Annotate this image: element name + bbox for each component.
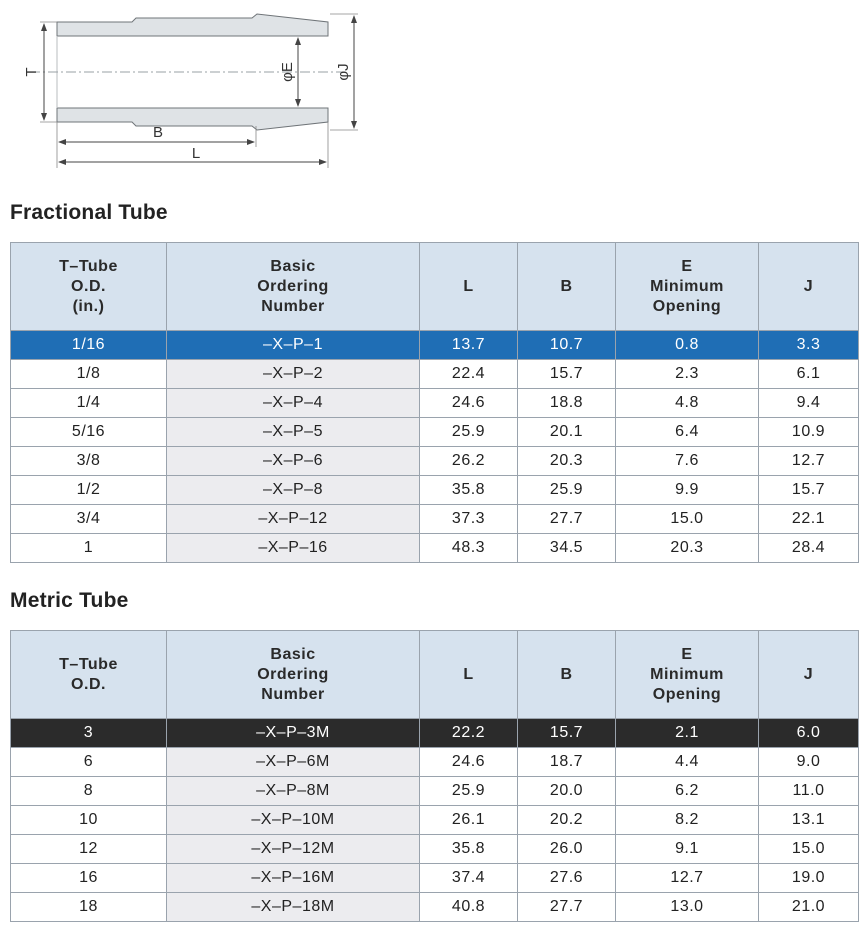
cell-j: 19.0 — [759, 864, 859, 893]
cell-j: 13.1 — [759, 806, 859, 835]
cell-e-min-opening: 15.0 — [616, 505, 759, 534]
cell-l: 37.3 — [420, 505, 518, 534]
header-line: B — [560, 665, 573, 683]
cell-b: 27.7 — [518, 505, 616, 534]
dim-label-j: φJ — [335, 63, 352, 81]
cell-j: 22.1 — [759, 505, 859, 534]
cell-b: 27.6 — [518, 864, 616, 893]
header-line: E — [681, 645, 693, 663]
cell-tube-od: 10 — [11, 806, 167, 835]
cell-e-min-opening: 2.1 — [616, 719, 759, 748]
table-row[interactable] — [11, 835, 859, 864]
cell-tube-od: 3 — [11, 719, 167, 748]
cell-b: 27.7 — [518, 893, 616, 922]
cell-e-min-opening: 4.8 — [616, 389, 759, 418]
cell-e-min-opening: 7.6 — [616, 447, 759, 476]
cell-ordering-number: –X–P–2 — [167, 360, 420, 389]
header-b — [518, 631, 616, 719]
cell-ordering-number: –X–P–10M — [167, 806, 420, 835]
cell-b: 25.9 — [518, 476, 616, 505]
header-line: Ordering — [257, 277, 329, 295]
header-line: Number — [261, 297, 325, 315]
cell-ordering-number: –X–P–16 — [167, 534, 420, 563]
table-row[interactable] — [11, 534, 859, 563]
header-tube-od — [11, 243, 167, 331]
cell-tube-od: 8 — [11, 777, 167, 806]
cell-e-min-opening: 20.3 — [616, 534, 759, 563]
cell-e-min-opening: 9.9 — [616, 476, 759, 505]
header-line: Basic — [270, 645, 316, 663]
cell-ordering-number: –X–P–12 — [167, 505, 420, 534]
cell-b: 20.1 — [518, 418, 616, 447]
table-row[interactable] — [11, 447, 859, 476]
header-line: O.D. — [71, 675, 106, 693]
cell-l: 40.8 — [420, 893, 518, 922]
cell-l: 35.8 — [420, 835, 518, 864]
cell-l: 25.9 — [420, 418, 518, 447]
cell-ordering-number: –X–P–8M — [167, 777, 420, 806]
cell-b: 20.2 — [518, 806, 616, 835]
header-j — [759, 631, 859, 719]
cell-l: 25.9 — [420, 777, 518, 806]
cell-l: 22.4 — [420, 360, 518, 389]
cell-tube-od: 1/4 — [11, 389, 167, 418]
cell-tube-od: 16 — [11, 864, 167, 893]
cell-b: 20.3 — [518, 447, 616, 476]
header-line: E — [681, 257, 693, 275]
cell-j: 10.9 — [759, 418, 859, 447]
header-line: (in.) — [72, 297, 105, 315]
cell-l: 35.8 — [420, 476, 518, 505]
fractional-tube-title: Fractional Tube — [10, 201, 168, 224]
cell-e-min-opening: 13.0 — [616, 893, 759, 922]
tube-top-wall — [57, 14, 328, 36]
cell-b: 18.8 — [518, 389, 616, 418]
cell-l: 26.2 — [420, 447, 518, 476]
cell-j: 6.0 — [759, 719, 859, 748]
cell-j: 15.7 — [759, 476, 859, 505]
table-row[interactable] — [11, 806, 859, 835]
cell-l: 26.1 — [420, 806, 518, 835]
cell-l: 22.2 — [420, 719, 518, 748]
table-row[interactable] — [11, 748, 859, 777]
header-line: J — [803, 277, 814, 295]
cell-tube-od: 1/2 — [11, 476, 167, 505]
cell-tube-od: 1/16 — [11, 331, 167, 360]
table-row[interactable] — [11, 505, 859, 534]
cell-tube-od: 3/4 — [11, 505, 167, 534]
header-line: Basic — [270, 257, 316, 275]
cell-b: 10.7 — [518, 331, 616, 360]
cell-tube-od: 5/16 — [11, 418, 167, 447]
cell-l: 24.6 — [420, 748, 518, 777]
metric-tube-table — [10, 630, 859, 922]
cell-ordering-number: –X–P–1 — [167, 331, 420, 360]
dim-label-e: φE — [279, 62, 296, 82]
cell-ordering-number: –X–P–5 — [167, 418, 420, 447]
tube-dimension-diagram — [0, 0, 370, 175]
header-line: Minimum — [650, 277, 724, 295]
dim-label-l: L — [191, 145, 201, 162]
table-row[interactable] — [11, 476, 859, 505]
cell-j: 6.1 — [759, 360, 859, 389]
table-row[interactable] — [11, 360, 859, 389]
header-line: J — [803, 665, 814, 683]
fractional-tube-table — [10, 242, 859, 563]
header-line: T–Tube — [59, 655, 118, 673]
cell-j: 21.0 — [759, 893, 859, 922]
header-l — [420, 243, 518, 331]
cell-b: 18.7 — [518, 748, 616, 777]
header-line: L — [463, 277, 474, 295]
cell-ordering-number: –X–P–6M — [167, 748, 420, 777]
header-line: Opening — [652, 297, 722, 315]
header-line: Number — [261, 685, 325, 703]
cell-e-min-opening: 0.8 — [616, 331, 759, 360]
cell-b: 15.7 — [518, 360, 616, 389]
table-row[interactable] — [11, 864, 859, 893]
header-line: T–Tube — [59, 257, 118, 275]
cell-ordering-number: –X–P–12M — [167, 835, 420, 864]
cell-l: 13.7 — [420, 331, 518, 360]
cell-b: 26.0 — [518, 835, 616, 864]
table-row[interactable] — [11, 418, 859, 447]
cell-b: 15.7 — [518, 719, 616, 748]
header-line: O.D. — [71, 277, 106, 295]
cell-l: 48.3 — [420, 534, 518, 563]
header-b — [518, 243, 616, 331]
cell-j: 15.0 — [759, 835, 859, 864]
cell-j: 12.7 — [759, 447, 859, 476]
dim-label-t: T — [23, 67, 40, 77]
cell-e-min-opening: 6.2 — [616, 777, 759, 806]
tube-bottom-wall — [57, 108, 328, 130]
cell-ordering-number: –X–P–8 — [167, 476, 420, 505]
header-e-min-opening — [616, 243, 759, 331]
cell-e-min-opening: 12.7 — [616, 864, 759, 893]
cell-ordering-number: –X–P–4 — [167, 389, 420, 418]
header-tube-od — [11, 631, 167, 719]
cell-b: 20.0 — [518, 777, 616, 806]
cell-tube-od: 12 — [11, 835, 167, 864]
table-row[interactable] — [11, 389, 859, 418]
metric-tube-title: Metric Tube — [10, 589, 129, 612]
cell-l: 24.6 — [420, 389, 518, 418]
cell-e-min-opening: 4.4 — [616, 748, 759, 777]
header-l — [420, 631, 518, 719]
cell-e-min-opening: 9.1 — [616, 835, 759, 864]
cell-l: 37.4 — [420, 864, 518, 893]
header-line: B — [560, 277, 573, 295]
cell-ordering-number: –X–P–18M — [167, 893, 420, 922]
header-line: Opening — [652, 685, 722, 703]
cell-e-min-opening: 8.2 — [616, 806, 759, 835]
dim-label-b: B — [152, 124, 164, 141]
table-row[interactable] — [11, 719, 859, 748]
cell-b: 34.5 — [518, 534, 616, 563]
cell-j: 9.0 — [759, 748, 859, 777]
header-line: Minimum — [650, 665, 724, 683]
cell-ordering-number: –X–P–16M — [167, 864, 420, 893]
table-row[interactable] — [11, 777, 859, 806]
header-ordering-number — [167, 631, 420, 719]
header-line: L — [463, 665, 474, 683]
cell-tube-od: 1 — [11, 534, 167, 563]
cell-j: 3.3 — [759, 331, 859, 360]
header-line: Ordering — [257, 665, 329, 683]
cell-j: 11.0 — [759, 777, 859, 806]
cell-tube-od: 18 — [11, 893, 167, 922]
cell-e-min-opening: 2.3 — [616, 360, 759, 389]
cell-ordering-number: –X–P–3M — [167, 719, 420, 748]
cell-tube-od: 6 — [11, 748, 167, 777]
table-row[interactable] — [11, 331, 859, 360]
header-ordering-number — [167, 243, 420, 331]
cell-e-min-opening: 6.4 — [616, 418, 759, 447]
cell-j: 28.4 — [759, 534, 859, 563]
table-row[interactable] — [11, 893, 859, 922]
cell-tube-od: 3/8 — [11, 447, 167, 476]
header-e-min-opening — [616, 631, 759, 719]
cell-j: 9.4 — [759, 389, 859, 418]
cell-ordering-number: –X–P–6 — [167, 447, 420, 476]
cell-tube-od: 1/8 — [11, 360, 167, 389]
header-j — [759, 243, 859, 331]
